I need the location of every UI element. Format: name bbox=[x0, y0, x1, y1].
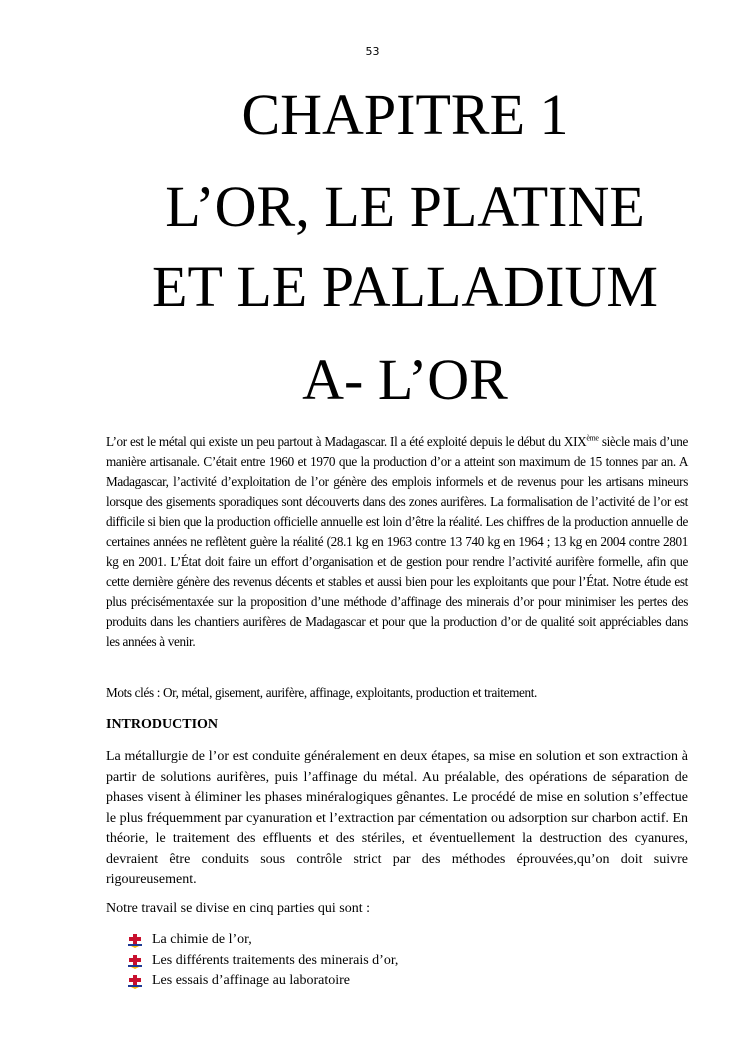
plus-bullet-icon bbox=[128, 975, 142, 989]
introduction-heading: INTRODUCTION bbox=[106, 717, 219, 732]
century-superscript: ème bbox=[586, 433, 599, 443]
parts-intro-text: Notre travail se divise en cinq parties qui sont : bbox=[106, 901, 370, 916]
chapter-subtitle-line-2: ET LE PALLADIUM bbox=[152, 254, 658, 319]
abstract-paragraph bbox=[106, 432, 688, 652]
introduction-paragraph: La métallurgie de l’or est conduite généralement en deux étapes, sa mise en solution et son extraction à partir de solutions aurifères, puis l’affinage du métal. Au préalable, des opérations de séparation de phases visent à éliminer les phases minéralogiques gênantes. Le procédé de mise en solution s’effectue le plus fréquemment par cyanuration et l’extraction par cémentation ou adsorption sur charbon actif. En théorie, le traitement des effluents et des stériles, et éventuellement la destruction des cyanures, devraient être conduits sous contrôle strict par des méthodes éprouvées,qu’on doit suivre rigoureusement. bbox=[106, 749, 688, 887]
list-item-text: Les différents traitements des minerais d’or, bbox=[152, 952, 399, 968]
list-item-text: La chimie de l’or, bbox=[152, 932, 252, 947]
chapter-title: CHAPITRE 1 bbox=[241, 82, 569, 147]
page-number: 53 bbox=[365, 45, 380, 58]
plus-bullet-icon bbox=[128, 934, 142, 948]
parts-list bbox=[128, 930, 398, 992]
list-item-text: Les essais d’affinage au laboratoire bbox=[152, 973, 350, 988]
chapter-subtitle-line-1: L’OR, LE PLATINE bbox=[165, 174, 645, 239]
list-item bbox=[128, 951, 398, 972]
list-item bbox=[128, 930, 398, 951]
abstract-text-start: L’or est le métal qui existe un peu partout à Madagascar. Il a été exploité depuis le début du XIX bbox=[106, 434, 587, 449]
section-title: A- L’OR bbox=[302, 347, 508, 412]
plus-bullet-icon bbox=[128, 955, 142, 969]
abstract-text-rest: siècle mais d’une manière artisanale. C’était entre 1960 et 1970 que la production d’or a atteint son maximum de 15 tonnes par an. A Madagascar, l’activité d’exploitation de l’or génère des emplois informels et de revenus pour les artisans mineurs lorsque des gisements sporadiques sont découverts dans des zones aurifères. La formalisation de l’activité de l’or est difficile si bien que la production officielle annuelle est loin d’être la réalité. Les chiffres de la production annuelle de certaines années ne reflètent guère la réalité (28.1 kg en 1963 contre 13 740 kg en 1964 ; 13 kg en 2004 contre 2801 kg en 2001. L’État doit faire un effort d’organisation et de gestion pour rendre l’activité aurifère formelle, afin que cette dernière génère des revenus décents et stables et aussi bien pour les exploitants que pour l’État. Notre étude est plus précisémentaxée sur la proposition d’une méthode d’affinage des minerais d’or pour minimiser les pertes des produits dans les chantiers aurifères de Madagascar et pour que la production d’or de qualité soit appréciables dans les années à venir. bbox=[106, 434, 688, 649]
list-item bbox=[128, 971, 398, 992]
keywords-line: Mots clés : Or, métal, gisement, aurifère, affinage, exploitants, production et traitement. bbox=[106, 685, 537, 700]
